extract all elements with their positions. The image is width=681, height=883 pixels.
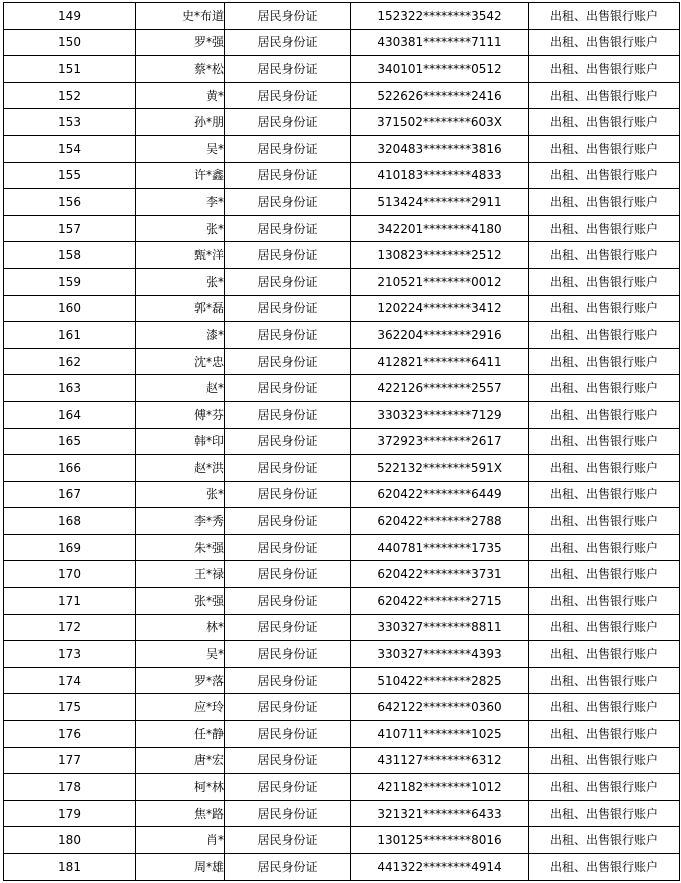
id-number-cell: 320483********3816 [351,135,529,162]
person-name-cell: 周*雄 [136,854,225,881]
behavior-cell: 出租、出售银行账户 [529,82,680,109]
id-number-cell: 642122********0360 [351,694,529,721]
row-number-cell: 170 [4,561,136,588]
id-type-cell: 居民身份证 [225,29,351,56]
id-type-cell: 居民身份证 [225,348,351,375]
person-name-cell: 张* [136,481,225,508]
behavior-cell: 出租、出售银行账户 [529,56,680,83]
table-row [4,162,680,189]
behavior-cell: 出租、出售银行账户 [529,747,680,774]
behavior-cell: 出租、出售银行账户 [529,242,680,269]
person-name-cell: 李*秀 [136,508,225,535]
person-name-cell: 漆* [136,322,225,349]
table-row [4,56,680,83]
id-number-cell: 522132********591X [351,455,529,482]
row-number-cell: 149 [4,3,136,30]
behavior-cell: 出租、出售银行账户 [529,295,680,322]
row-number-cell: 156 [4,189,136,216]
row-number-cell: 175 [4,694,136,721]
id-number-cell: 130125********8016 [351,827,529,854]
person-name-cell: 应*玲 [136,694,225,721]
id-number-cell: 441322********4914 [351,854,529,881]
behavior-cell: 出租、出售银行账户 [529,162,680,189]
behavior-cell: 出租、出售银行账户 [529,268,680,295]
row-number-cell: 177 [4,747,136,774]
id-number-cell: 371502********603X [351,109,529,136]
row-number-cell: 150 [4,29,136,56]
table-row [4,29,680,56]
person-name-cell: 朱*强 [136,534,225,561]
table-row [4,375,680,402]
person-name-cell: 韩*印 [136,428,225,455]
id-type-cell: 居民身份证 [225,508,351,535]
row-number-cell: 164 [4,401,136,428]
id-number-cell: 620422********2715 [351,588,529,615]
behavior-cell: 出租、出售银行账户 [529,588,680,615]
table-row [4,827,680,854]
behavior-cell: 出租、出售银行账户 [529,561,680,588]
id-number-cell: 340101********0512 [351,56,529,83]
behavior-cell: 出租、出售银行账户 [529,189,680,216]
table-row [4,322,680,349]
behavior-cell: 出租、出售银行账户 [529,721,680,748]
table-row [4,135,680,162]
id-type-cell: 居民身份证 [225,614,351,641]
row-number-cell: 152 [4,82,136,109]
table-row [4,455,680,482]
id-type-cell: 居民身份证 [225,747,351,774]
behavior-cell: 出租、出售银行账户 [529,614,680,641]
row-number-cell: 160 [4,295,136,322]
id-number-cell: 410183********4833 [351,162,529,189]
id-number-cell: 372923********2617 [351,428,529,455]
id-type-cell: 居民身份证 [225,268,351,295]
table-row [4,508,680,535]
person-name-cell: 张* [136,215,225,242]
row-number-cell: 153 [4,109,136,136]
id-number-cell: 510422********2825 [351,667,529,694]
row-number-cell: 166 [4,455,136,482]
person-name-cell: 王*禄 [136,561,225,588]
row-number-cell: 165 [4,428,136,455]
id-number-cell: 330327********8811 [351,614,529,641]
table-row [4,481,680,508]
person-name-cell: 许*鑫 [136,162,225,189]
row-number-cell: 167 [4,481,136,508]
id-type-cell: 居民身份证 [225,588,351,615]
row-number-cell: 174 [4,667,136,694]
id-type-cell: 居民身份证 [225,109,351,136]
id-type-cell: 居民身份证 [225,56,351,83]
table-row [4,82,680,109]
id-number-cell: 412821********6411 [351,348,529,375]
table-row [4,534,680,561]
id-number-cell: 620422********3731 [351,561,529,588]
table-row [4,588,680,615]
person-name-cell: 赵* [136,375,225,402]
person-name-cell: 傅*芬 [136,401,225,428]
id-number-cell: 620422********6449 [351,481,529,508]
id-type-cell: 居民身份证 [225,82,351,109]
behavior-cell: 出租、出售银行账户 [529,774,680,801]
person-name-cell: 柯*林 [136,774,225,801]
person-name-cell: 孙*朋 [136,109,225,136]
behavior-cell: 出租、出售银行账户 [529,428,680,455]
id-type-cell: 居民身份证 [225,3,351,30]
person-name-cell: 吴* [136,641,225,668]
row-number-cell: 172 [4,614,136,641]
row-number-cell: 155 [4,162,136,189]
row-number-cell: 157 [4,215,136,242]
id-number-cell: 152322********3542 [351,3,529,30]
table-row [4,428,680,455]
row-number-cell: 169 [4,534,136,561]
id-type-cell: 居民身份证 [225,375,351,402]
id-type-cell: 居民身份证 [225,135,351,162]
id-type-cell: 居民身份证 [225,455,351,482]
behavior-cell: 出租、出售银行账户 [529,694,680,721]
id-type-cell: 居民身份证 [225,774,351,801]
behavior-cell: 出租、出售银行账户 [529,854,680,881]
row-number-cell: 163 [4,375,136,402]
id-type-cell: 居民身份证 [225,667,351,694]
roster-table-body [4,3,680,881]
person-name-cell: 蔡*松 [136,56,225,83]
behavior-cell: 出租、出售银行账户 [529,348,680,375]
row-number-cell: 168 [4,508,136,535]
behavior-cell: 出租、出售银行账户 [529,109,680,136]
id-type-cell: 居民身份证 [225,694,351,721]
row-number-cell: 171 [4,588,136,615]
person-name-cell: 黄* [136,82,225,109]
person-name-cell: 沈*忠 [136,348,225,375]
id-type-cell: 居民身份证 [225,428,351,455]
person-name-cell: 任*静 [136,721,225,748]
behavior-cell: 出租、出售银行账户 [529,135,680,162]
id-number-cell: 330327********4393 [351,641,529,668]
id-number-cell: 130823********2512 [351,242,529,269]
id-type-cell: 居民身份证 [225,322,351,349]
person-name-cell: 赵*洪 [136,455,225,482]
person-name-cell: 唐*宏 [136,747,225,774]
table-row [4,348,680,375]
person-name-cell: 郭*磊 [136,295,225,322]
table-row [4,215,680,242]
row-number-cell: 180 [4,827,136,854]
behavior-cell: 出租、出售银行账户 [529,534,680,561]
person-name-cell: 焦*路 [136,800,225,827]
id-number-cell: 210521********0012 [351,268,529,295]
id-number-cell: 330323********7129 [351,401,529,428]
id-type-cell: 居民身份证 [225,534,351,561]
person-name-cell: 罗*强 [136,29,225,56]
person-name-cell: 甄*洋 [136,242,225,269]
id-number-cell: 513424********2911 [351,189,529,216]
person-name-cell: 李* [136,189,225,216]
row-number-cell: 179 [4,800,136,827]
behavior-cell: 出租、出售银行账户 [529,667,680,694]
person-name-cell: 张* [136,268,225,295]
table-row [4,268,680,295]
table-row [4,747,680,774]
row-number-cell: 159 [4,268,136,295]
row-number-cell: 178 [4,774,136,801]
behavior-cell: 出租、出售银行账户 [529,455,680,482]
table-row [4,854,680,881]
id-number-cell: 522626********2416 [351,82,529,109]
table-row [4,774,680,801]
row-number-cell: 151 [4,56,136,83]
id-type-cell: 居民身份证 [225,189,351,216]
id-number-cell: 362204********2916 [351,322,529,349]
row-number-cell: 162 [4,348,136,375]
person-name-cell: 罗*落 [136,667,225,694]
row-number-cell: 176 [4,721,136,748]
behavior-cell: 出租、出售银行账户 [529,322,680,349]
id-number-cell: 440781********1735 [351,534,529,561]
row-number-cell: 161 [4,322,136,349]
id-number-cell: 620422********2788 [351,508,529,535]
id-type-cell: 居民身份证 [225,721,351,748]
table-row [4,189,680,216]
person-name-cell: 吴* [136,135,225,162]
table-row [4,721,680,748]
person-name-cell: 肖* [136,827,225,854]
id-type-cell: 居民身份证 [225,162,351,189]
table-row [4,800,680,827]
behavior-cell: 出租、出售银行账户 [529,3,680,30]
table-row [4,109,680,136]
id-number-cell: 421182********1012 [351,774,529,801]
id-type-cell: 居民身份证 [225,401,351,428]
id-number-cell: 342201********4180 [351,215,529,242]
table-row [4,3,680,30]
behavior-cell: 出租、出售银行账户 [529,375,680,402]
id-type-cell: 居民身份证 [225,854,351,881]
row-number-cell: 158 [4,242,136,269]
behavior-cell: 出租、出售银行账户 [529,800,680,827]
behavior-cell: 出租、出售银行账户 [529,215,680,242]
id-type-cell: 居民身份证 [225,295,351,322]
id-type-cell: 居民身份证 [225,481,351,508]
table-row [4,667,680,694]
table-row [4,694,680,721]
row-number-cell: 181 [4,854,136,881]
behavior-cell: 出租、出售银行账户 [529,508,680,535]
table-row [4,401,680,428]
roster-table [3,2,680,881]
id-number-cell: 422126********2557 [351,375,529,402]
id-type-cell: 居民身份证 [225,800,351,827]
behavior-cell: 出租、出售银行账户 [529,641,680,668]
id-type-cell: 居民身份证 [225,827,351,854]
behavior-cell: 出租、出售银行账户 [529,827,680,854]
id-number-cell: 430381********7111 [351,29,529,56]
table-row [4,242,680,269]
id-number-cell: 120224********3412 [351,295,529,322]
table-row [4,641,680,668]
person-name-cell: 史*布道 [136,3,225,30]
table-row [4,561,680,588]
id-number-cell: 431127********6312 [351,747,529,774]
row-number-cell: 154 [4,135,136,162]
row-number-cell: 173 [4,641,136,668]
id-type-cell: 居民身份证 [225,242,351,269]
id-number-cell: 410711********1025 [351,721,529,748]
behavior-cell: 出租、出售银行账户 [529,481,680,508]
table-row [4,295,680,322]
id-type-cell: 居民身份证 [225,641,351,668]
behavior-cell: 出租、出售银行账户 [529,29,680,56]
id-type-cell: 居民身份证 [225,561,351,588]
id-type-cell: 居民身份证 [225,215,351,242]
behavior-cell: 出租、出售银行账户 [529,401,680,428]
id-number-cell: 321321********6433 [351,800,529,827]
person-name-cell: 张*强 [136,588,225,615]
person-name-cell: 林* [136,614,225,641]
table-row [4,614,680,641]
